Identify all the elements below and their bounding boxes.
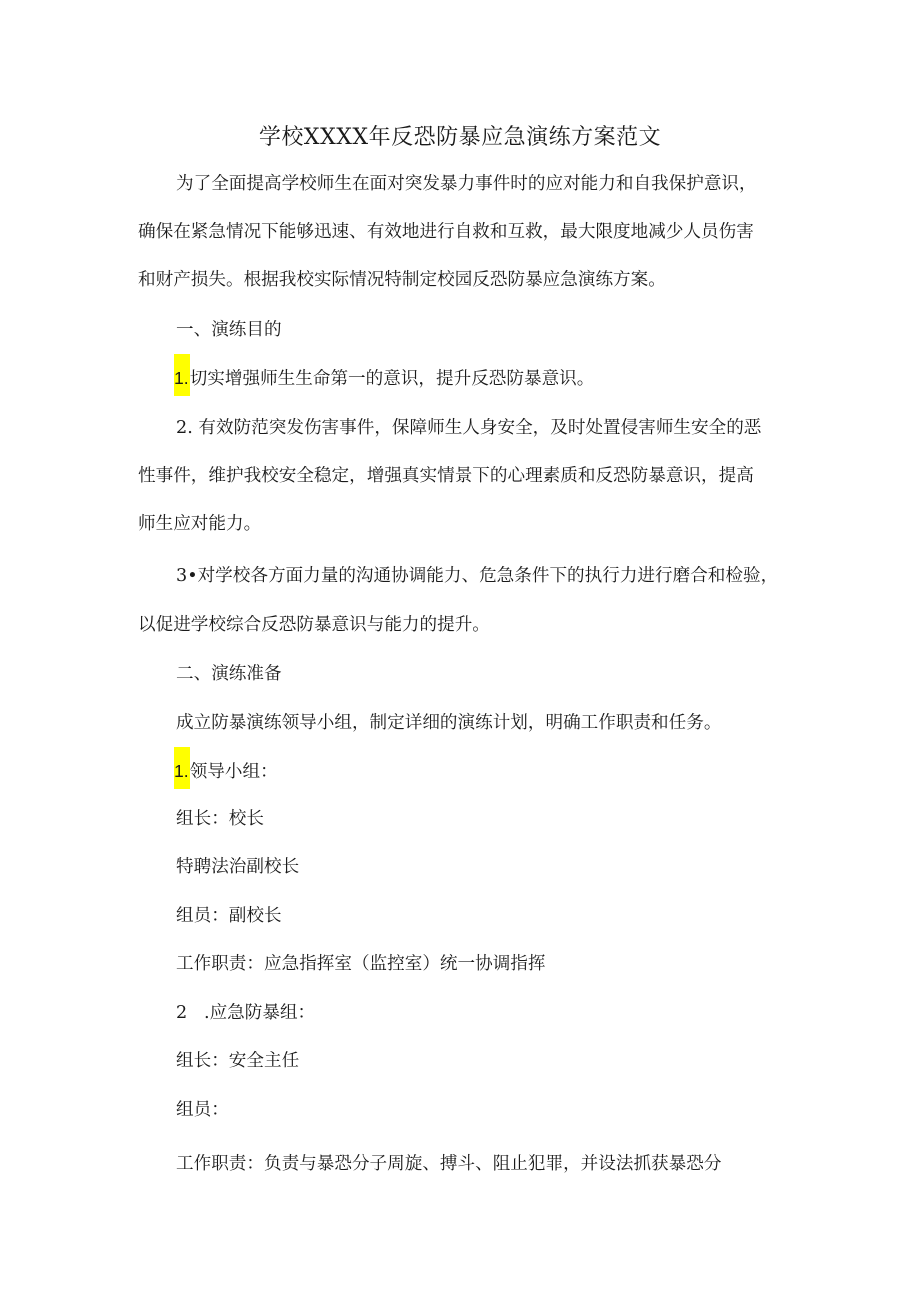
riot-group-line-1: 组长：安全主任	[176, 1051, 300, 1071]
purpose-item-1	[174, 364, 594, 396]
purpose-item-2-line-2: 性事件，维护我校安全稳定，增强真实情景下的心理素质和反恐防暴意识，提高	[138, 466, 754, 486]
riot-group-title: 2 .应急防暴组：	[176, 1003, 316, 1023]
intro-line-1: 为了全面提高学校师生在面对突发暴力事件时的应对能力和自我保护意识，	[176, 174, 757, 194]
leadership-line-4: 工作职责：应急指挥室（监控室）统一协调指挥	[176, 954, 546, 974]
purpose-item-2-line-3: 师生应对能力。	[138, 514, 262, 534]
intro-line-3: 和财产损失。根据我校实际情况特制定校园反恐防暴应急演练方案。	[138, 270, 666, 290]
purpose-item-1-text: 切实增强师生生命第一的意识，提升反恐防暴意识。	[189, 369, 595, 389]
preparation-intro: 成立防暴演练领导小组，制定详细的演练计划，明确工作职责和任务。	[176, 713, 722, 733]
riot-group-line-3: 工作职责：负责与暴恐分子周旋、搏斗、阻止犯罪，并设法抓获暴恐分	[176, 1154, 722, 1174]
leadership-group-title	[174, 757, 278, 789]
purpose-item-2-line-1: 2. 有效防范突发伤害事件，保障师生人身安全，及时处置侵害师生安全的恶	[176, 418, 762, 438]
intro-line-2: 确保在紧急情况下能够迅速、有效地进行自救和互救，最大限度地减少人员伤害	[138, 222, 754, 242]
leadership-line-1: 组长：校长	[176, 809, 264, 829]
document-title: 学校XXXX年反恐防暴应急演练方案范文	[258, 125, 662, 150]
section-heading-preparation: 二、演练准备	[176, 664, 282, 684]
riot-group-line-2: 组员：	[176, 1100, 229, 1120]
purpose-item-3-line-2: 以促进学校综合反恐防暴意识与能力的提升。	[138, 615, 490, 635]
highlighted-number: 1.	[174, 354, 190, 396]
highlighted-number: 1.	[174, 747, 190, 789]
leadership-group-title-text: 领导小组：	[189, 762, 278, 782]
leadership-line-2: 特聘法治副校长	[176, 857, 300, 877]
section-heading-purpose: 一、演练目的	[176, 320, 282, 340]
leadership-line-3: 组员：副校长	[176, 906, 282, 926]
purpose-item-3-line-1: 3•对学校各方面力量的沟通协调能力、危急条件下的执行力进行磨合和检验，	[176, 566, 779, 586]
